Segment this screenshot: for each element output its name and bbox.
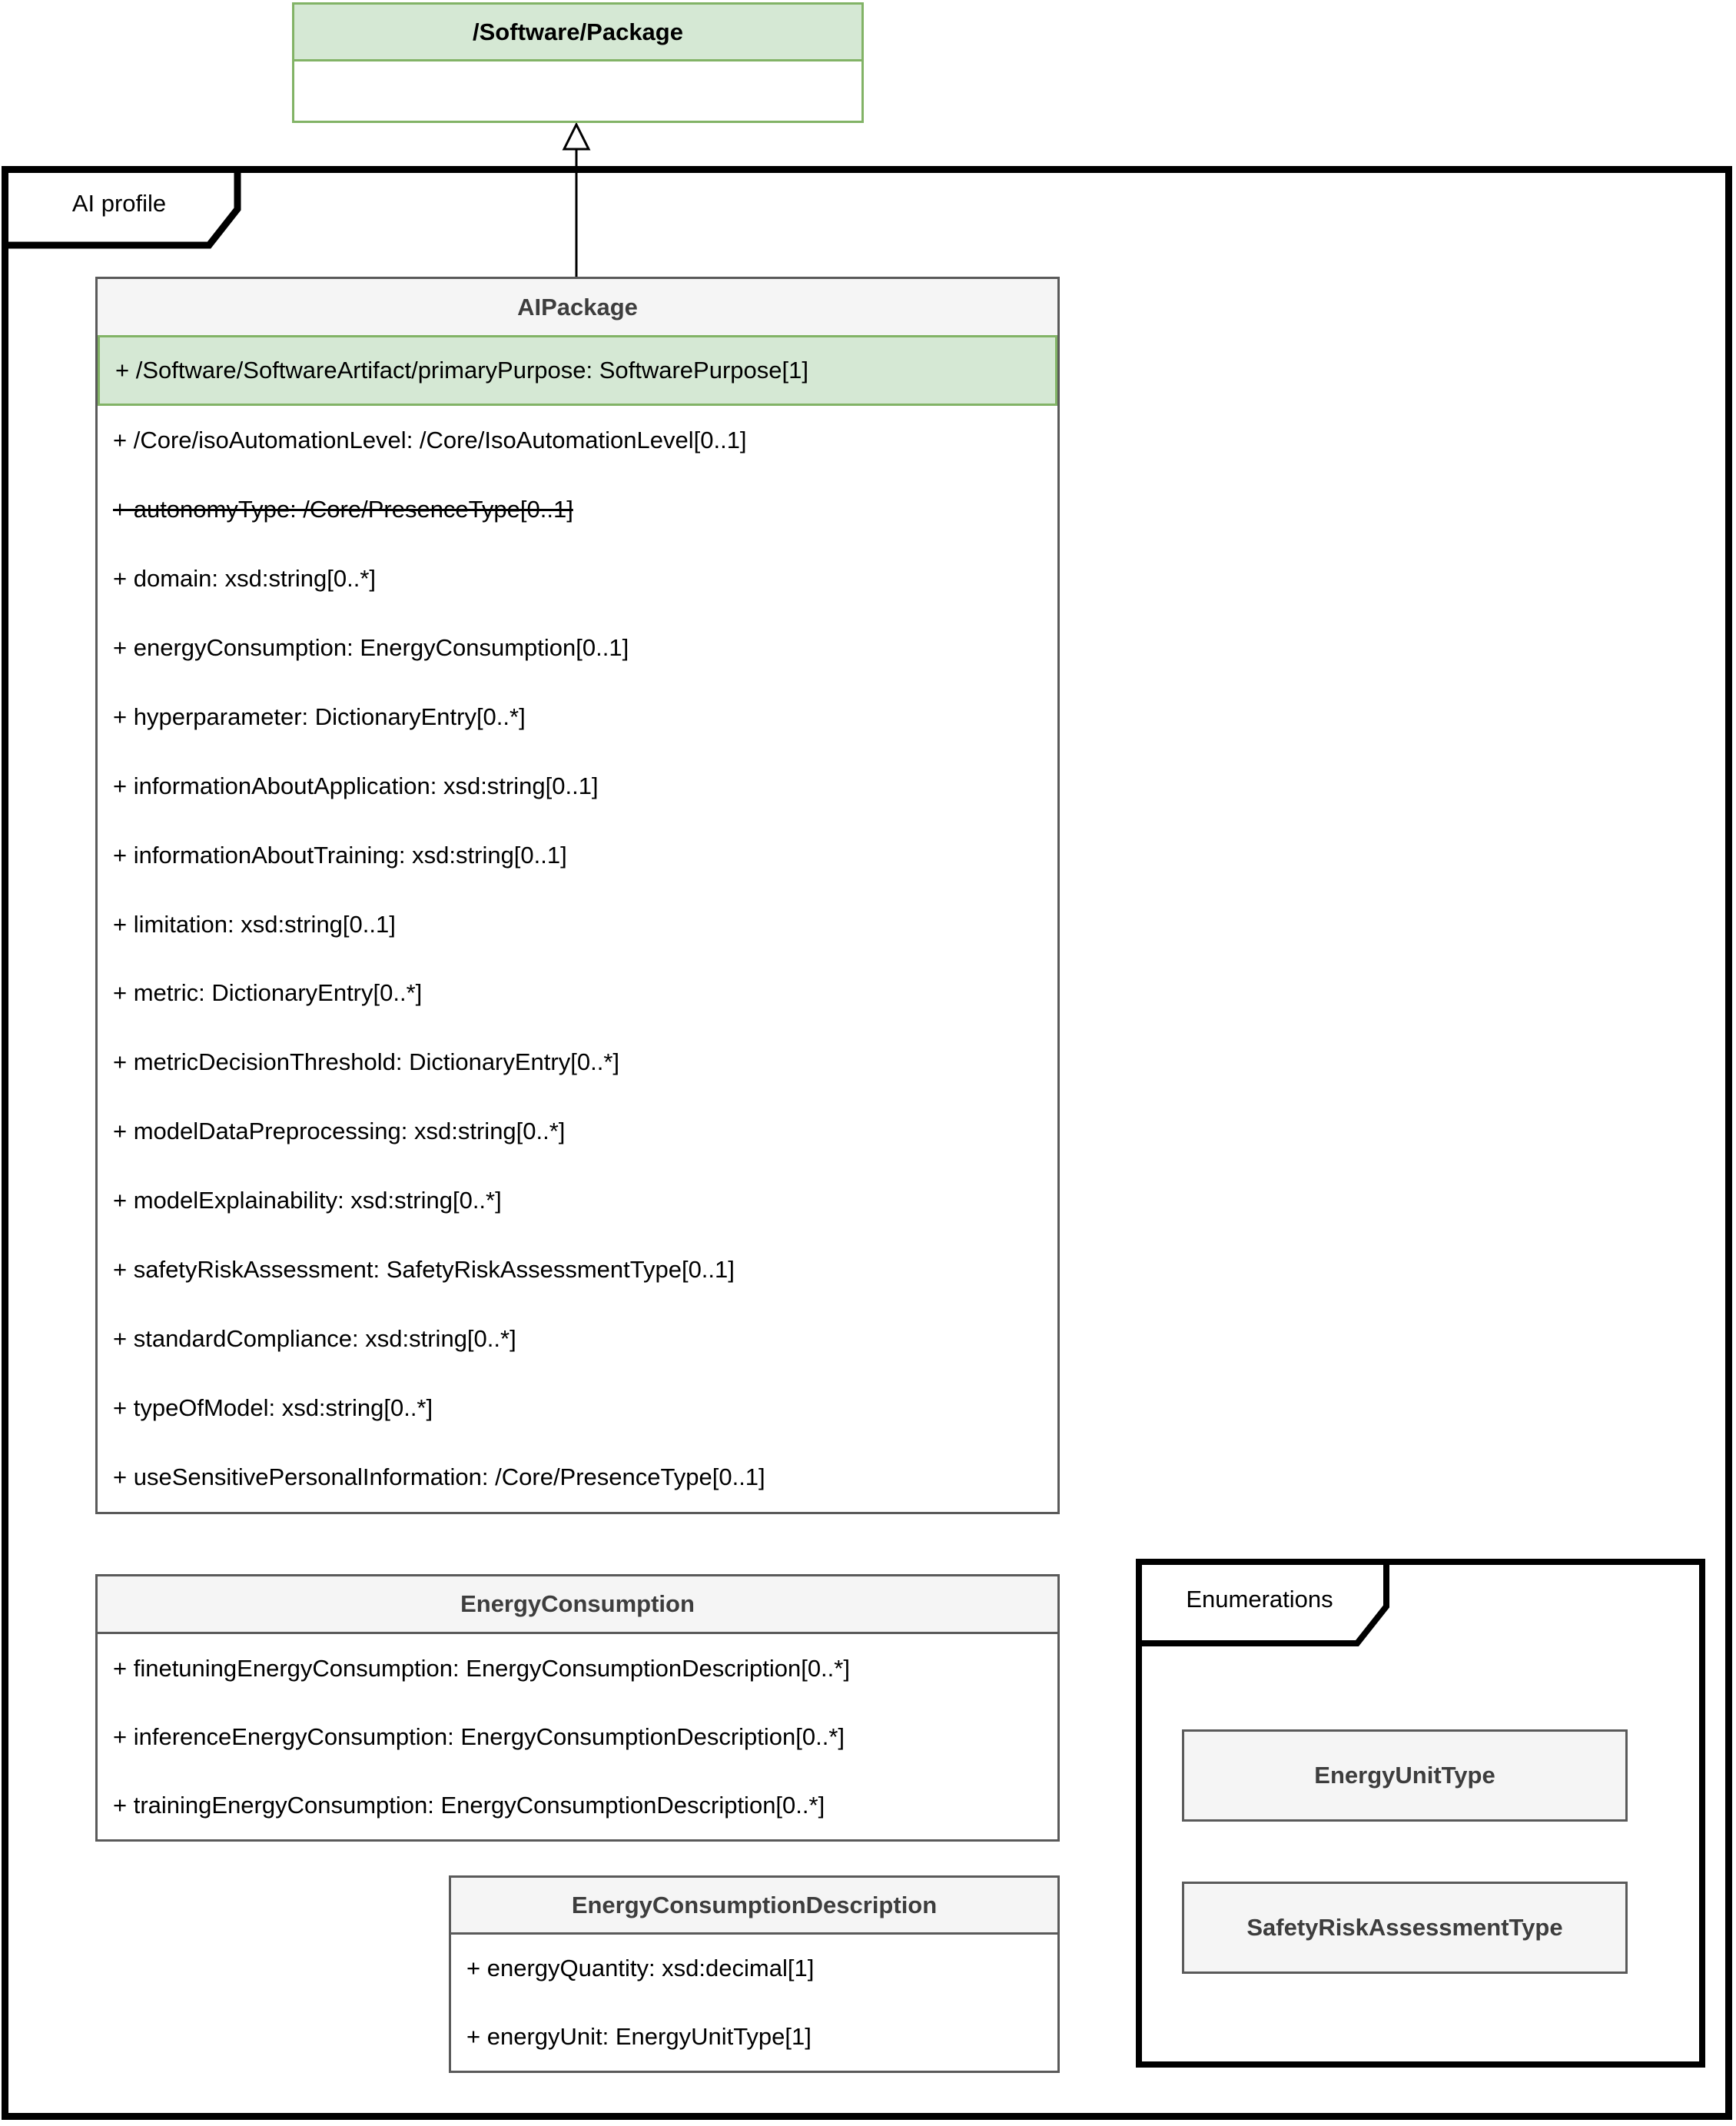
class-software-package-empty-compartment	[294, 61, 861, 121]
class-energy-consumption-description[interactable]	[449, 1875, 1060, 2073]
attribute-inference-energy-consumption[interactable]: + inferenceEnergyConsumption: EnergyConsumptionDescription[0..*]	[98, 1702, 1057, 1771]
class-energy-consumption-description-header[interactable]	[451, 1878, 1057, 1935]
generalization-arrow-icon	[564, 125, 589, 149]
enum-safety-risk-assessment-type-name: SafetyRiskAssessmentType	[1246, 1914, 1563, 1941]
class-software-package-header[interactable]	[294, 5, 861, 61]
class-energy-consumption-description-name: EnergyConsumptionDescription	[571, 1891, 938, 1918]
attribute-type-of-model[interactable]: + typeOfModel: xsd:string[0..*]	[98, 1374, 1057, 1443]
attribute-limitation[interactable]: + limitation: xsd:string[0..1]	[98, 890, 1057, 959]
class-aipackage[interactable]	[95, 277, 1060, 1514]
attribute-model-explainability[interactable]: + modelExplainability: xsd:string[0..*]	[98, 1166, 1057, 1235]
class-software-package[interactable]	[292, 2, 864, 123]
attribute-standard-compliance[interactable]: + standardCompliance: xsd:string[0..*]	[98, 1304, 1057, 1374]
package-ai-profile-tab[interactable]	[2, 166, 247, 252]
attribute-metric-decision-threshold[interactable]: + metricDecisionThreshold: DictionaryEntry[0..*]	[98, 1028, 1057, 1097]
enum-energy-unit-type[interactable]	[1182, 1729, 1628, 1822]
attribute-training-energy-consumption[interactable]: + trainingEnergyConsumption: EnergyConsumptionDescription[0..*]	[98, 1771, 1057, 1839]
attribute-energy-quantity[interactable]: + energyQuantity: xsd:decimal[1]	[451, 1935, 1057, 2003]
package-enumerations-label: Enumerations	[1186, 1586, 1333, 1613]
attribute-hyperparameter[interactable]: + hyperparameter: DictionaryEntry[0..*]	[98, 683, 1057, 752]
attribute-autonomy-type[interactable]: + autonomyType: /Core/PresenceType[0..1]	[98, 475, 1057, 544]
package-enumerations-tab[interactable]	[1136, 1559, 1394, 1649]
class-energy-consumption-header[interactable]	[98, 1576, 1057, 1634]
class-aipackage-header[interactable]	[98, 279, 1057, 335]
package-ai-profile-label: AI profile	[71, 190, 167, 217]
class-software-package-name: /Software/Package	[473, 18, 683, 45]
generalization-edge[interactable]	[552, 121, 601, 278]
attribute-safety-risk-assessment[interactable]: + safetyRiskAssessment: SafetyRiskAssessmentType[0..1]	[98, 1235, 1057, 1304]
attribute-model-data-preprocessing[interactable]: + modelDataPreprocessing: xsd:string[0..*]	[98, 1097, 1057, 1166]
class-energy-consumption[interactable]	[95, 1574, 1060, 1842]
enum-safety-risk-assessment-type[interactable]	[1182, 1882, 1628, 1974]
class-energy-consumption-name: EnergyConsumption	[460, 1590, 695, 1617]
attribute-domain[interactable]: + domain: xsd:string[0..*]	[98, 544, 1057, 613]
attribute-energy-unit[interactable]: + energyUnit: EnergyUnitType[1]	[451, 2003, 1057, 2071]
enum-energy-unit-type-name: EnergyUnitType	[1314, 1762, 1495, 1789]
class-aipackage-name: AIPackage	[517, 293, 638, 321]
attribute-use-sensitive-personal-information[interactable]: + useSensitivePersonalInformation: /Core/PresenceType[0..1]	[98, 1443, 1057, 1512]
attribute-metric[interactable]: + metric: DictionaryEntry[0..*]	[98, 959, 1057, 1028]
attribute-primary-purpose[interactable]: + /Software/SoftwareArtifact/primaryPurpose: SoftwarePurpose[1]	[98, 335, 1057, 406]
attribute-information-about-training[interactable]: + informationAboutTraining: xsd:string[0..1]	[98, 821, 1057, 890]
attribute-finetuning-energy-consumption[interactable]: + finetuningEnergyConsumption: EnergyConsumptionDescription[0..*]	[98, 1634, 1057, 1702]
attribute-energy-consumption[interactable]: + energyConsumption: EnergyConsumption[0..1]	[98, 613, 1057, 683]
attribute-iso-automation-level[interactable]: + /Core/isoAutomationLevel: /Core/IsoAutomationLevel[0..1]	[98, 406, 1057, 475]
attribute-information-about-application[interactable]: + informationAboutApplication: xsd:string[0..1]	[98, 752, 1057, 821]
